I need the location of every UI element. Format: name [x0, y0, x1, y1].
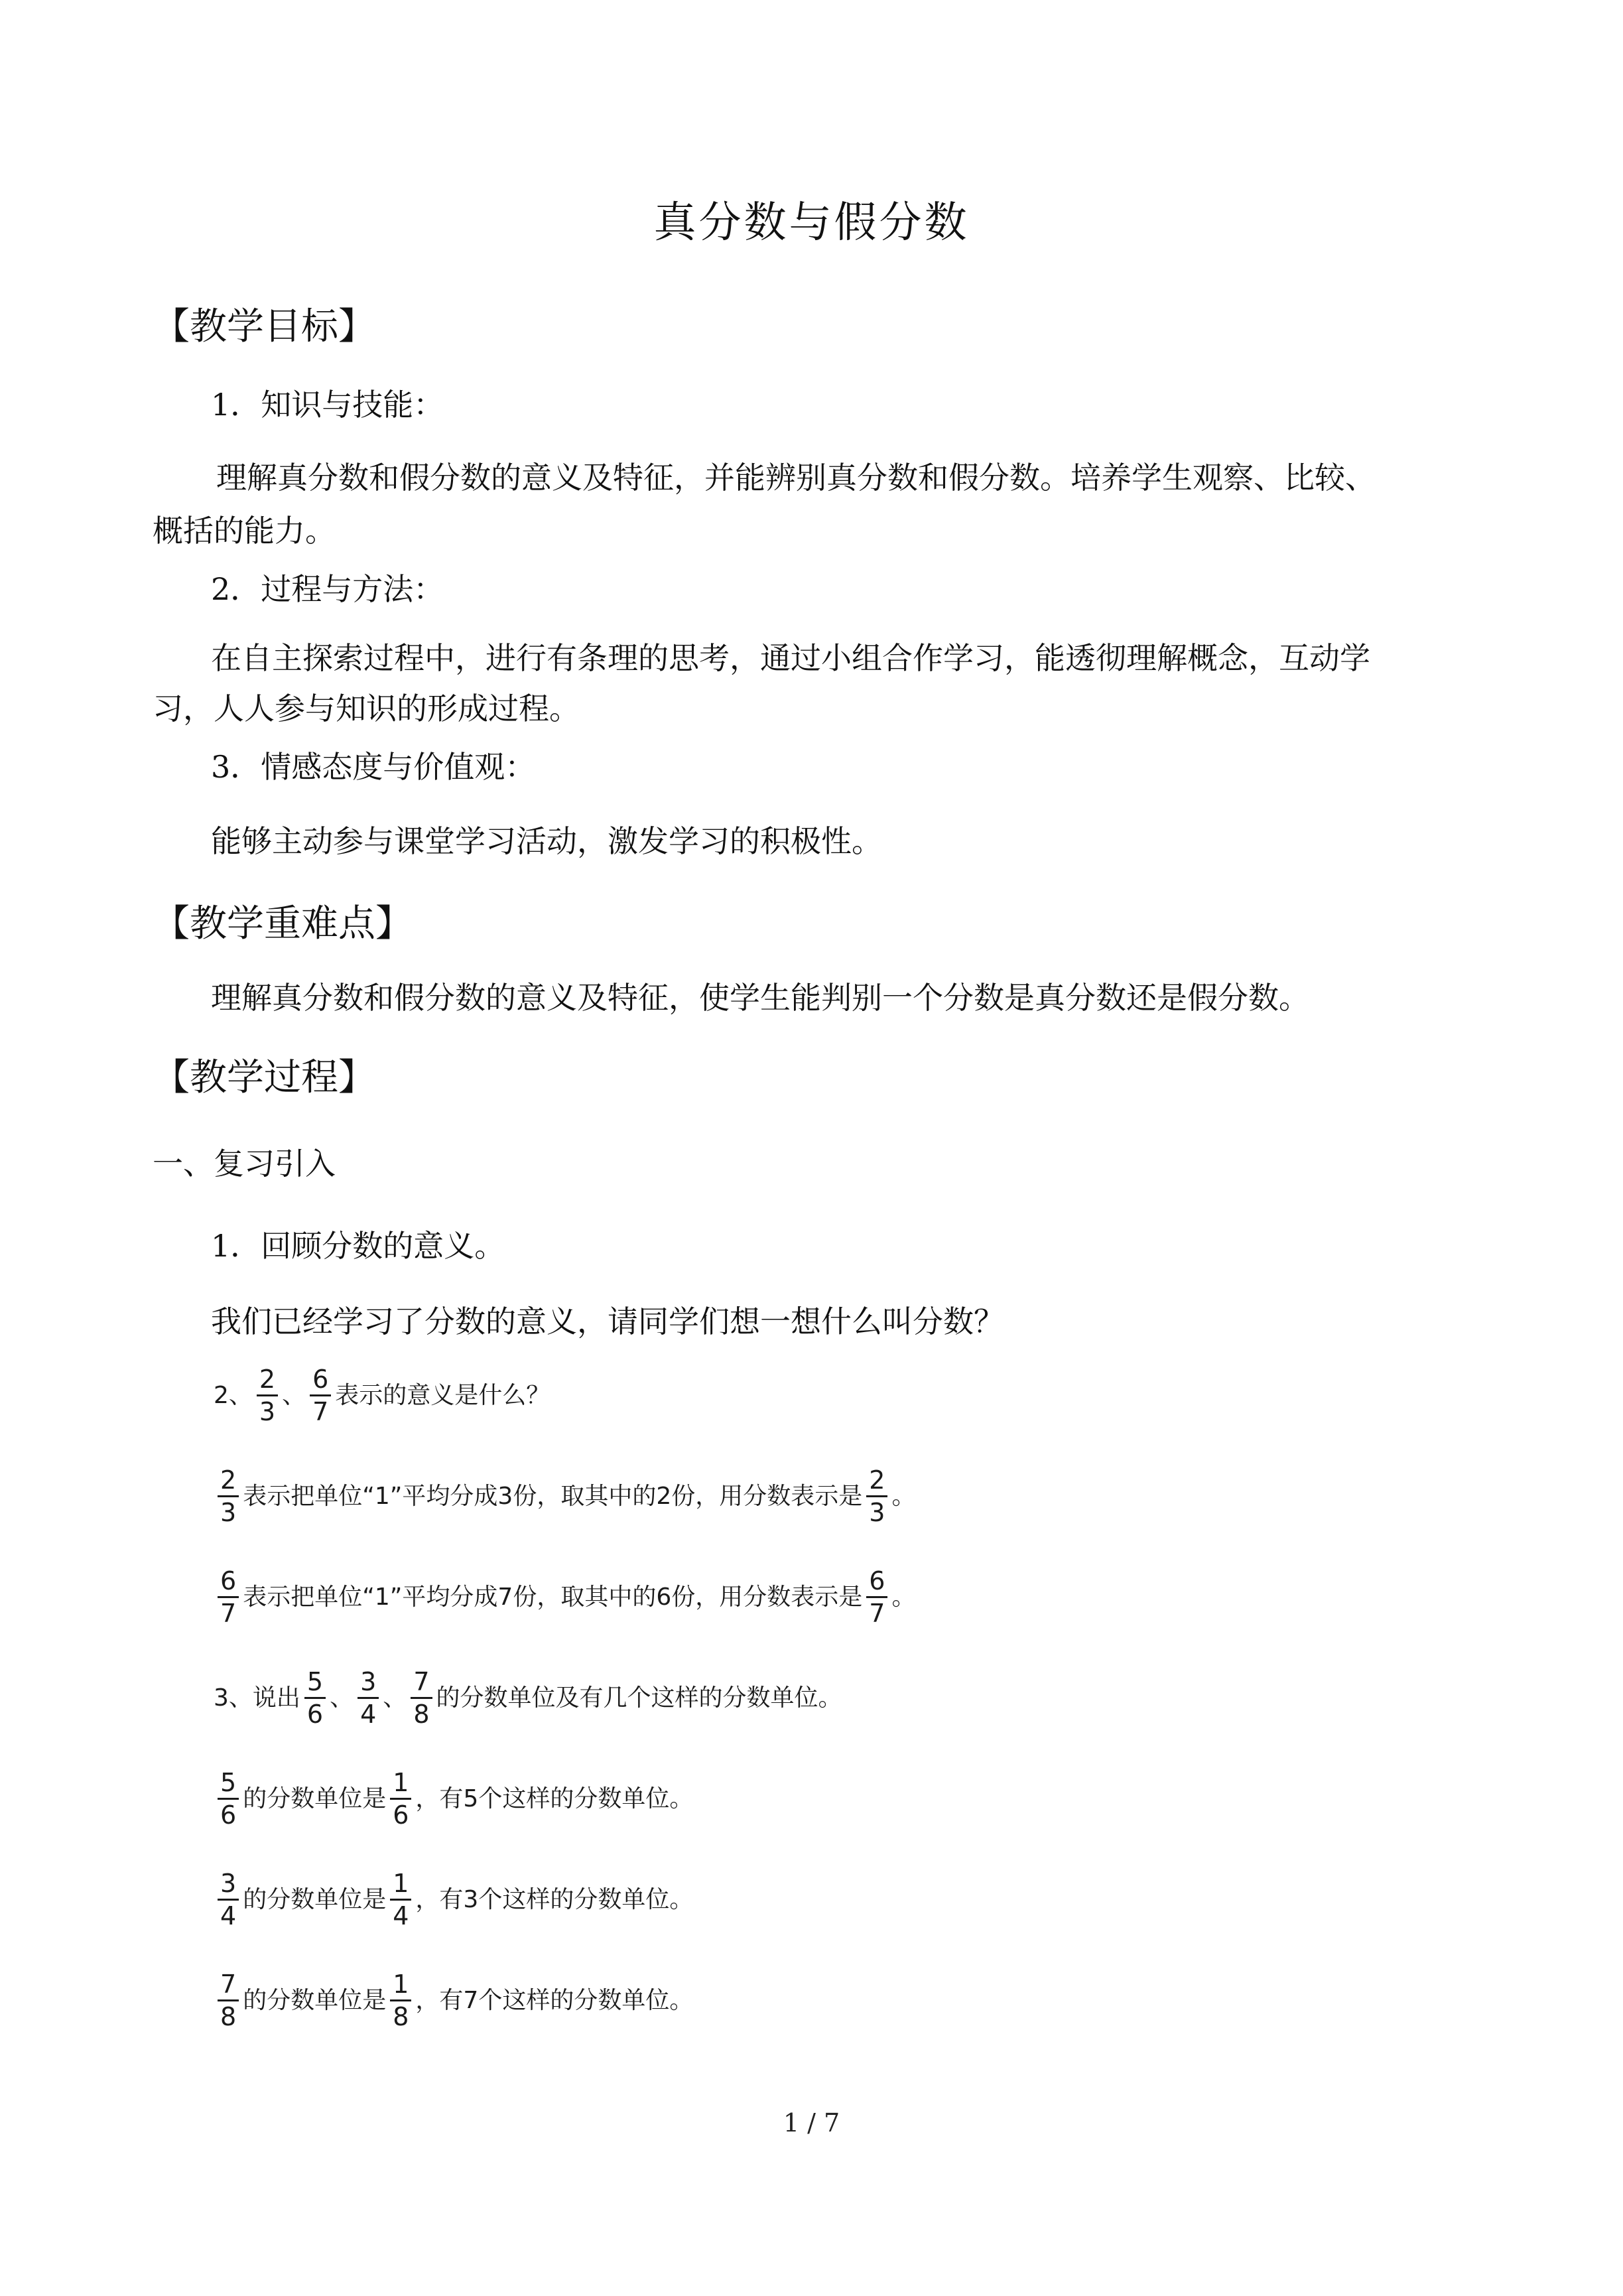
answer-text: ，有	[415, 1885, 464, 1913]
fraction	[257, 1365, 278, 1426]
numerator: 1	[390, 1970, 411, 2001]
q2-prefix: 2、	[214, 1381, 253, 1409]
denominator: 8	[413, 1700, 430, 1729]
take-count: 6	[656, 1583, 672, 1611]
denominator: 3	[259, 1397, 276, 1426]
goal2-text: 在自主探索过程中，进行有条理的思考，通过小组合作学习，能透彻理解概念，互动学	[211, 640, 1370, 676]
goal2-text-cont: 习，人人参与知识的形成过程。	[153, 691, 580, 726]
denominator: 4	[360, 1700, 377, 1729]
answer-text: 表示把单位“1”平均分成	[243, 1482, 498, 1510]
goal3-text: 能够主动参与课堂学习活动，激发学习的积极性。	[211, 823, 882, 859]
answer-3-1	[214, 1769, 693, 1829]
goal1-text: 理解真分数和假分数的意义及特征，并能辨别真分数和假分数。培养学生观察、比较、	[216, 460, 1376, 496]
numerator: 2	[866, 1466, 887, 1497]
denominator: 7	[869, 1599, 885, 1628]
denominator: 6	[393, 1800, 409, 1830]
q3-suffix: 的分数单位及有几个这样的分数单位。	[436, 1684, 842, 1712]
numerator: 1	[390, 1869, 411, 1901]
step1-label: 1．回顾分数的意义。	[211, 1228, 505, 1264]
answer-text: 的分数单位是	[243, 1785, 387, 1812]
question-3	[214, 1668, 842, 1728]
parts-count: 7	[497, 1583, 513, 1611]
denominator: 3	[869, 1498, 885, 1527]
fraction	[357, 1668, 379, 1728]
answer-text: 个这样的分数单位。	[478, 1986, 694, 2014]
fraction	[411, 1668, 432, 1728]
numerator: 2	[218, 1466, 239, 1497]
denominator: 8	[393, 2002, 409, 2031]
page-number: 1 / 7	[783, 2108, 840, 2137]
denominator: 4	[220, 1901, 237, 1930]
fraction	[218, 1769, 239, 1829]
numerator: 1	[390, 1769, 411, 1800]
answer-text: 个这样的分数单位。	[478, 1885, 694, 1913]
fraction	[390, 1970, 411, 2031]
numerator: 6	[310, 1365, 331, 1396]
denominator: 6	[220, 1800, 237, 1830]
answer-text: 份，取其中的	[513, 1482, 657, 1510]
fraction	[218, 1869, 239, 1930]
fraction	[390, 1769, 411, 1829]
numerator: 6	[866, 1567, 887, 1598]
numerator: 5	[304, 1668, 326, 1699]
denominator: 8	[220, 2002, 237, 2031]
part1-heading: 一、复习引入	[153, 1146, 336, 1182]
goal3-label: 3．情感态度与价值观：	[211, 749, 536, 785]
goal1-text-cont: 概括的能力。	[153, 513, 336, 549]
period: 。	[891, 1583, 916, 1611]
denominator: 7	[220, 1599, 237, 1628]
fraction	[218, 1970, 239, 2031]
fraction	[218, 1567, 239, 1627]
denominator: 4	[393, 1901, 409, 1930]
key-points-heading: 【教学重难点】	[153, 902, 413, 945]
answer-2-2	[214, 1567, 915, 1627]
answer-text: 的分数单位是	[243, 1986, 387, 2014]
denominator: 3	[220, 1498, 237, 1527]
goal2-label: 2．过程与方法：	[211, 571, 444, 607]
numerator: 3	[218, 1869, 239, 1901]
denominator: 6	[306, 1700, 324, 1729]
answer-2-1	[214, 1466, 915, 1526]
process-heading: 【教学过程】	[153, 1056, 375, 1099]
goals-heading: 【教学目标】	[153, 305, 375, 348]
goal1-label: 1．知识与技能：	[211, 387, 444, 423]
separator: 、	[330, 1684, 354, 1712]
numerator: 3	[357, 1668, 379, 1699]
q2-suffix: 表示的意义是什么？	[335, 1381, 551, 1409]
answer-text: 份，取其中的	[513, 1583, 657, 1611]
question-2	[214, 1365, 550, 1426]
fraction	[218, 1466, 239, 1526]
fraction	[866, 1466, 887, 1526]
unit-count: 3	[463, 1885, 479, 1913]
step1-text: 我们已经学习了分数的意义，请同学们想一想什么叫分数？	[211, 1304, 1004, 1339]
unit-count: 7	[463, 1986, 479, 2014]
answer-text: 份，用分数表示是	[671, 1482, 863, 1510]
numerator: 7	[218, 1970, 239, 2001]
separator: 、	[383, 1684, 407, 1712]
separator: 、	[282, 1381, 306, 1409]
answer-text: 个这样的分数单位。	[478, 1785, 694, 1812]
denominator: 7	[312, 1397, 329, 1426]
parts-count: 3	[497, 1482, 513, 1510]
answer-text: 的分数单位是	[243, 1885, 387, 1913]
numerator: 5	[218, 1769, 239, 1800]
answer-text: 份，用分数表示是	[671, 1583, 863, 1611]
fraction	[310, 1365, 331, 1426]
take-count: 2	[656, 1482, 672, 1510]
answer-text: 表示把单位“1”平均分成	[243, 1583, 498, 1611]
numerator: 7	[411, 1668, 432, 1699]
fraction	[390, 1869, 411, 1930]
period: 。	[891, 1482, 916, 1510]
answer-text: ，有	[415, 1785, 464, 1812]
unit-count: 5	[463, 1785, 479, 1812]
answer-3-3	[214, 1970, 693, 2031]
answer-3-2	[214, 1869, 693, 1930]
q3-prefix: 3、说出	[214, 1684, 300, 1712]
numerator: 6	[218, 1567, 239, 1598]
fraction	[866, 1567, 887, 1627]
fraction	[304, 1668, 326, 1728]
numerator: 2	[257, 1365, 278, 1396]
key-points-text: 理解真分数和假分数的意义及特征，使学生能判别一个分数是真分数还是假分数。	[211, 980, 1309, 1016]
page-title: 真分数与假分数	[653, 198, 970, 247]
answer-text: ，有	[415, 1986, 464, 2014]
